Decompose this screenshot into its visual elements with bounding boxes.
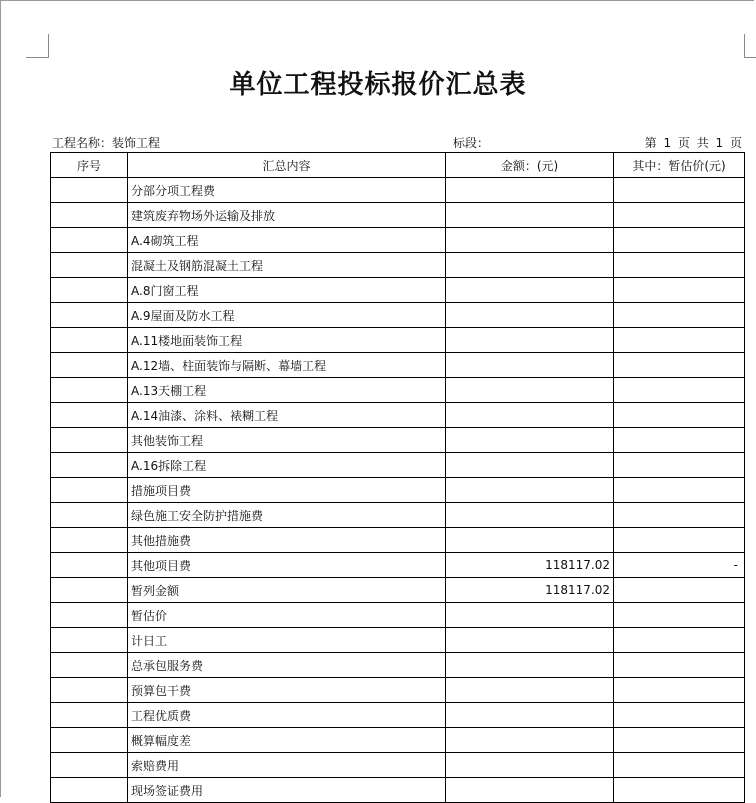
crop-mark [48,34,49,57]
column-header-no: 序号 [51,153,128,178]
cell-provisional [614,328,745,353]
table-header-row [51,153,745,178]
cell-provisional [614,578,745,603]
cell-amount [446,628,614,653]
cell-provisional [614,353,745,378]
cell-content: 绿色施工安全防护措施费 [128,503,446,528]
cell-amount [446,678,614,703]
cell-no [51,553,128,578]
cell-amount [446,328,614,353]
cell-amount [446,728,614,753]
table-row [51,328,745,353]
cell-content: 其他项目费 [128,553,446,578]
cell-provisional [614,703,745,728]
table-row [51,453,745,478]
cell-provisional [614,178,745,203]
cell-content: A.8门窗工程 [128,278,446,303]
cell-amount [446,778,614,803]
cell-content: A.4砌筑工程 [128,228,446,253]
cell-provisional [614,228,745,253]
cell-provisional [614,503,745,528]
column-header-provisional: 其中：暂估价(元) [614,153,745,178]
cell-no [51,478,128,503]
table-row [51,428,745,453]
cell-no [51,778,128,803]
cell-no [51,603,128,628]
cell-amount [446,453,614,478]
table-row [51,378,745,403]
table-row [51,228,745,253]
table-row [51,278,745,303]
page-indicator: 第 1 页 共 1 页 [644,136,742,150]
cell-no [51,753,128,778]
cell-provisional [614,528,745,553]
cell-amount [446,278,614,303]
cell-no [51,503,128,528]
table-row [51,653,745,678]
cell-provisional [614,403,745,428]
project-name: 工程名称：装饰工程 [52,136,161,150]
cell-provisional [614,678,745,703]
cell-provisional [614,753,745,778]
table-row [51,703,745,728]
crop-mark [744,34,745,57]
cell-no [51,628,128,653]
cell-content: 工程优质费 [128,703,446,728]
cell-content: 预算包干费 [128,678,446,703]
cell-content: 建筑废弃物场外运输及排放 [128,203,446,228]
cell-no [51,728,128,753]
cell-amount [446,403,614,428]
cell-content: 计日工 [128,628,446,653]
cell-no [51,678,128,703]
cell-content: 分部分项工程费 [128,178,446,203]
cell-no [51,453,128,478]
cell-provisional [614,728,745,753]
cell-no [51,578,128,603]
cell-amount [446,503,614,528]
table-row [51,753,745,778]
table-row [51,303,745,328]
cell-content: A.16拆除工程 [128,453,446,478]
table-row [51,628,745,653]
cell-amount [446,478,614,503]
cell-content: A.12墙、柱面装饰与隔断、幕墙工程 [128,353,446,378]
cell-content: 现场签证费用 [128,778,446,803]
table-row [51,678,745,703]
cell-amount [446,253,614,278]
cell-no [51,253,128,278]
cell-content: 混凝土及钢筋混凝土工程 [128,253,446,278]
cell-no [51,228,128,253]
cell-no [51,353,128,378]
cell-no [51,203,128,228]
crop-mark [26,57,49,58]
cell-amount: 118117.02 [446,553,614,578]
table-body [51,178,745,803]
cell-no [51,403,128,428]
cell-provisional [614,203,745,228]
cell-content: 索赔费用 [128,753,446,778]
table-row [51,178,745,203]
table-row [51,503,745,528]
cell-provisional [614,628,745,653]
cell-no [51,328,128,353]
cell-content: A.11楼地面装饰工程 [128,328,446,353]
cell-no [51,278,128,303]
cell-provisional [614,653,745,678]
table-row [51,728,745,753]
cell-content: 概算幅度差 [128,728,446,753]
cell-provisional: - [614,553,745,578]
cell-provisional [614,453,745,478]
cell-amount [446,203,614,228]
cell-amount [446,353,614,378]
cell-amount [446,303,614,328]
cell-no [51,303,128,328]
cell-amount [446,228,614,253]
column-header-content: 汇总内容 [128,153,446,178]
cell-no [51,378,128,403]
cell-provisional [614,278,745,303]
cell-content: A.14油漆、涂料、裱糊工程 [128,403,446,428]
cell-content: A.9屋面及防水工程 [128,303,446,328]
column-header-amount: 金额：(元) [446,153,614,178]
cell-content: 暂列金额 [128,578,446,603]
cell-amount [446,528,614,553]
cell-no [51,528,128,553]
table-row [51,778,745,803]
summary-table [50,152,745,803]
crop-mark [744,57,756,58]
cell-no [51,703,128,728]
table-row [51,553,745,578]
cell-amount [446,428,614,453]
cell-amount [446,378,614,403]
cell-content: 暂估价 [128,603,446,628]
cell-provisional [614,378,745,403]
cell-amount [446,178,614,203]
cell-provisional [614,428,745,453]
cell-provisional [614,778,745,803]
cell-content: 其他装饰工程 [128,428,446,453]
cell-provisional [614,603,745,628]
cell-provisional [614,253,745,278]
cell-provisional [614,478,745,503]
table-row [51,353,745,378]
cell-content: 措施项目费 [128,478,446,503]
cell-content: A.13天棚工程 [128,378,446,403]
table-row [51,603,745,628]
table-row [51,528,745,553]
section-label: 标段： [453,136,490,150]
cell-provisional [614,303,745,328]
cell-no [51,428,128,453]
cell-amount [446,753,614,778]
cell-no [51,653,128,678]
document-title: 单位工程投标报价汇总表 [229,70,527,100]
cell-amount [446,653,614,678]
table-row [51,578,745,603]
table-row [51,478,745,503]
cell-no [51,178,128,203]
cell-content: 总承包服务费 [128,653,446,678]
cell-content: 其他措施费 [128,528,446,553]
table-row [51,403,745,428]
table-row [51,203,745,228]
cell-amount: 118117.02 [446,578,614,603]
table-row [51,253,745,278]
cell-amount [446,603,614,628]
cell-amount [446,703,614,728]
